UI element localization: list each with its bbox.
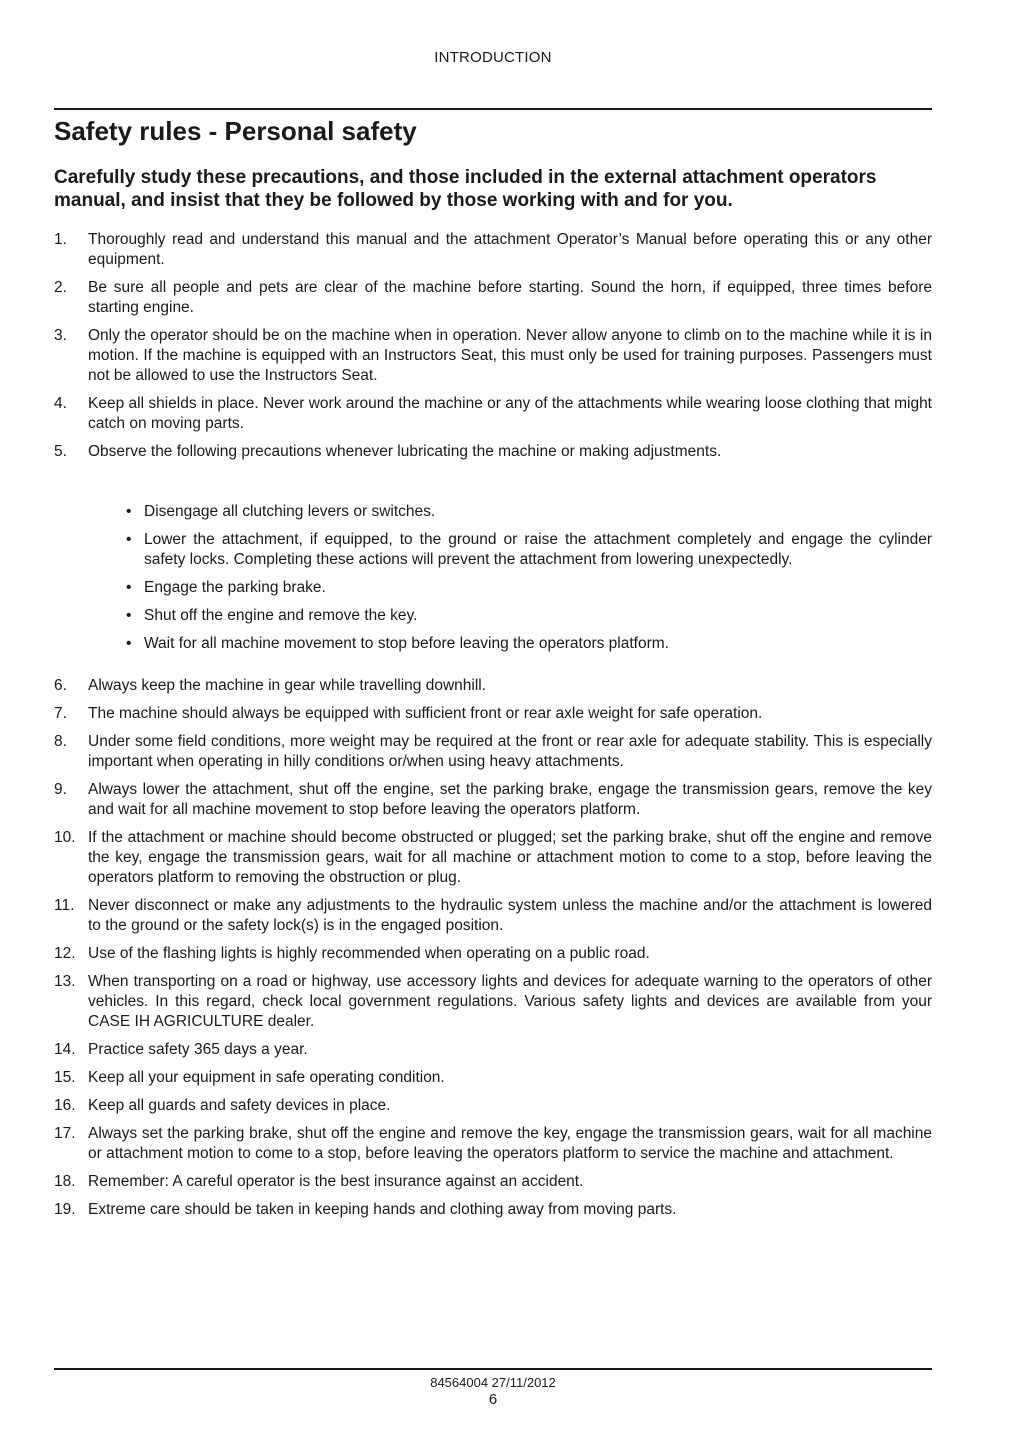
safety-rules-list-part1 xyxy=(54,230,932,470)
item-text: Be sure all people and pets are clear of the machine before starting. Sound the horn, if equipped, three times before starting engine. xyxy=(88,279,932,316)
item-number: 8. xyxy=(54,733,67,750)
list-item xyxy=(54,230,932,270)
item-text: If the attachment or machine should become obstructed or plugged; set the parking brake, shut off the engine and remove the key, engage the transmission gears, wait for all machine or attachment motion to come to a stop, before leaving the operators platform to removing the obstruction or plug. xyxy=(88,829,932,886)
list-item xyxy=(54,326,932,386)
bullet-mark: • xyxy=(126,607,132,624)
bullet-mark: • xyxy=(126,531,132,548)
footer-divider xyxy=(54,1368,932,1370)
item-text: Extreme care should be taken in keeping hands and clothing away from moving parts. xyxy=(88,1201,677,1218)
list-item xyxy=(54,394,932,434)
bullet-text: Shut off the engine and remove the key. xyxy=(144,607,418,624)
item-text: Keep all guards and safety devices in place. xyxy=(88,1097,391,1114)
item-number: 4. xyxy=(54,395,67,412)
list-item xyxy=(54,780,932,820)
precautions-bullet-list xyxy=(126,502,932,662)
item-text: Observe the following precautions whenever lubricating the machine or making adjustments. xyxy=(88,443,722,460)
item-number: 9. xyxy=(54,781,67,798)
list-item xyxy=(54,1124,932,1164)
bullet-mark: • xyxy=(126,579,132,596)
list-item xyxy=(54,1096,932,1116)
document-code: 84564004 27/11/2012 xyxy=(430,1375,556,1390)
item-number: 18. xyxy=(54,1173,76,1190)
item-number: 1. xyxy=(54,231,67,248)
list-item xyxy=(54,732,932,772)
item-text: Only the operator should be on the machine when in operation. Never allow anyone to climb on to the machine while it is in motion. If the machine is equipped with an Instructors Seat, this must only be used for training purposes. Passengers must not be allowed to use the Instructors Seat. xyxy=(88,327,932,384)
item-text: Remember: A careful operator is the best insurance against an accident. xyxy=(88,1173,584,1190)
list-item xyxy=(54,278,932,318)
item-text: Always keep the machine in gear while travelling downhill. xyxy=(88,677,487,694)
item-number: 10. xyxy=(54,829,76,846)
item-text: When transporting on a road or highway, use accessory lights and devices for adequate warning to the operators of other vehicles. In this regard, check local government regulations. Various safety lights and devices are available from your CASE IH AGRICULTURE dealer. xyxy=(88,973,932,1030)
safety-rules-list-part2 xyxy=(54,676,932,1228)
item-number: 13. xyxy=(54,973,76,990)
list-item xyxy=(54,944,932,964)
item-number: 6. xyxy=(54,677,67,694)
bullet-item xyxy=(126,634,932,654)
item-text: Under some field conditions, more weight may be required at the front or rear axle for adequate stability. This is especially important when operating in hilly conditions or/when using heavy attachments. xyxy=(88,733,932,770)
item-number: 5. xyxy=(54,443,67,460)
page-title: Safety rules - Personal safety xyxy=(54,116,417,146)
lead-paragraph: Carefully study these precautions, and those included in the external attachment operators manual, and insist that they be followed by those working with and for you. xyxy=(54,167,877,211)
item-number: 2. xyxy=(54,279,67,296)
item-text: Keep all your equipment in safe operating condition. xyxy=(88,1069,445,1086)
page-number: 6 xyxy=(488,1391,498,1408)
item-text: Thoroughly read and understand this manual and the attachment Operator’s Manual before operating this or any other equipment. xyxy=(88,231,932,268)
item-text: Keep all shields in place. Never work around the machine or any of the attachments while wearing loose clothing that might catch on moving parts. xyxy=(88,395,932,432)
list-item xyxy=(54,972,932,1032)
bullet-text: Wait for all machine movement to stop before leaving the operators platform. xyxy=(144,635,669,652)
list-item xyxy=(54,896,932,936)
item-text: Always set the parking brake, shut off the engine and remove the key, engage the transmission gears, wait for all machine or attachment motion to come to a stop, before leaving the operators platform to service the machine and attachment. xyxy=(88,1125,932,1162)
list-item xyxy=(54,828,932,888)
bullet-item xyxy=(126,578,932,598)
item-text: Always lower the attachment, shut off the engine, set the parking brake, engage the transmission gears, remove the key and wait for all machine movement to stop before leaving the operators platform. xyxy=(88,781,932,818)
list-item xyxy=(54,704,932,724)
item-number: 3. xyxy=(54,327,67,344)
bullet-text: Engage the parking brake. xyxy=(144,579,326,596)
item-number: 19. xyxy=(54,1201,76,1218)
item-text: Practice safety 365 days a year. xyxy=(88,1041,308,1058)
bullet-item xyxy=(126,502,932,522)
header-divider xyxy=(54,108,932,110)
bullet-item xyxy=(126,530,932,570)
item-number: 15. xyxy=(54,1069,76,1086)
page-header: INTRODUCTION xyxy=(434,49,552,66)
item-text: Never disconnect or make any adjustments to the hydraulic system unless the machine and/or the attachment is lowered to the ground or the safety lock(s) is in the engaged position. xyxy=(88,897,932,934)
list-item xyxy=(54,442,932,462)
list-item xyxy=(54,1200,932,1220)
list-item xyxy=(54,1172,932,1192)
list-item xyxy=(54,1040,932,1060)
item-number: 11. xyxy=(54,897,75,914)
list-item xyxy=(54,676,932,696)
item-number: 16. xyxy=(54,1097,76,1114)
item-text: The machine should always be equipped with sufficient front or rear axle weight for safe operation. xyxy=(88,705,763,722)
item-number: 7. xyxy=(54,705,67,722)
bullet-mark: • xyxy=(126,503,132,520)
item-number: 12. xyxy=(54,945,76,962)
item-number: 14. xyxy=(54,1041,76,1058)
bullet-text: Disengage all clutching levers or switches. xyxy=(144,503,436,520)
bullet-item xyxy=(126,606,932,626)
list-item xyxy=(54,1068,932,1088)
item-number: 17. xyxy=(54,1125,76,1142)
bullet-mark: • xyxy=(126,635,132,652)
item-text: Use of the flashing lights is highly recommended when operating on a public road. xyxy=(88,945,650,962)
bullet-text: Lower the attachment, if equipped, to the ground or raise the attachment completely and engage the cylinder safety locks. Completing these actions will prevent the attachment from lowering unexpectedly. xyxy=(144,531,932,568)
